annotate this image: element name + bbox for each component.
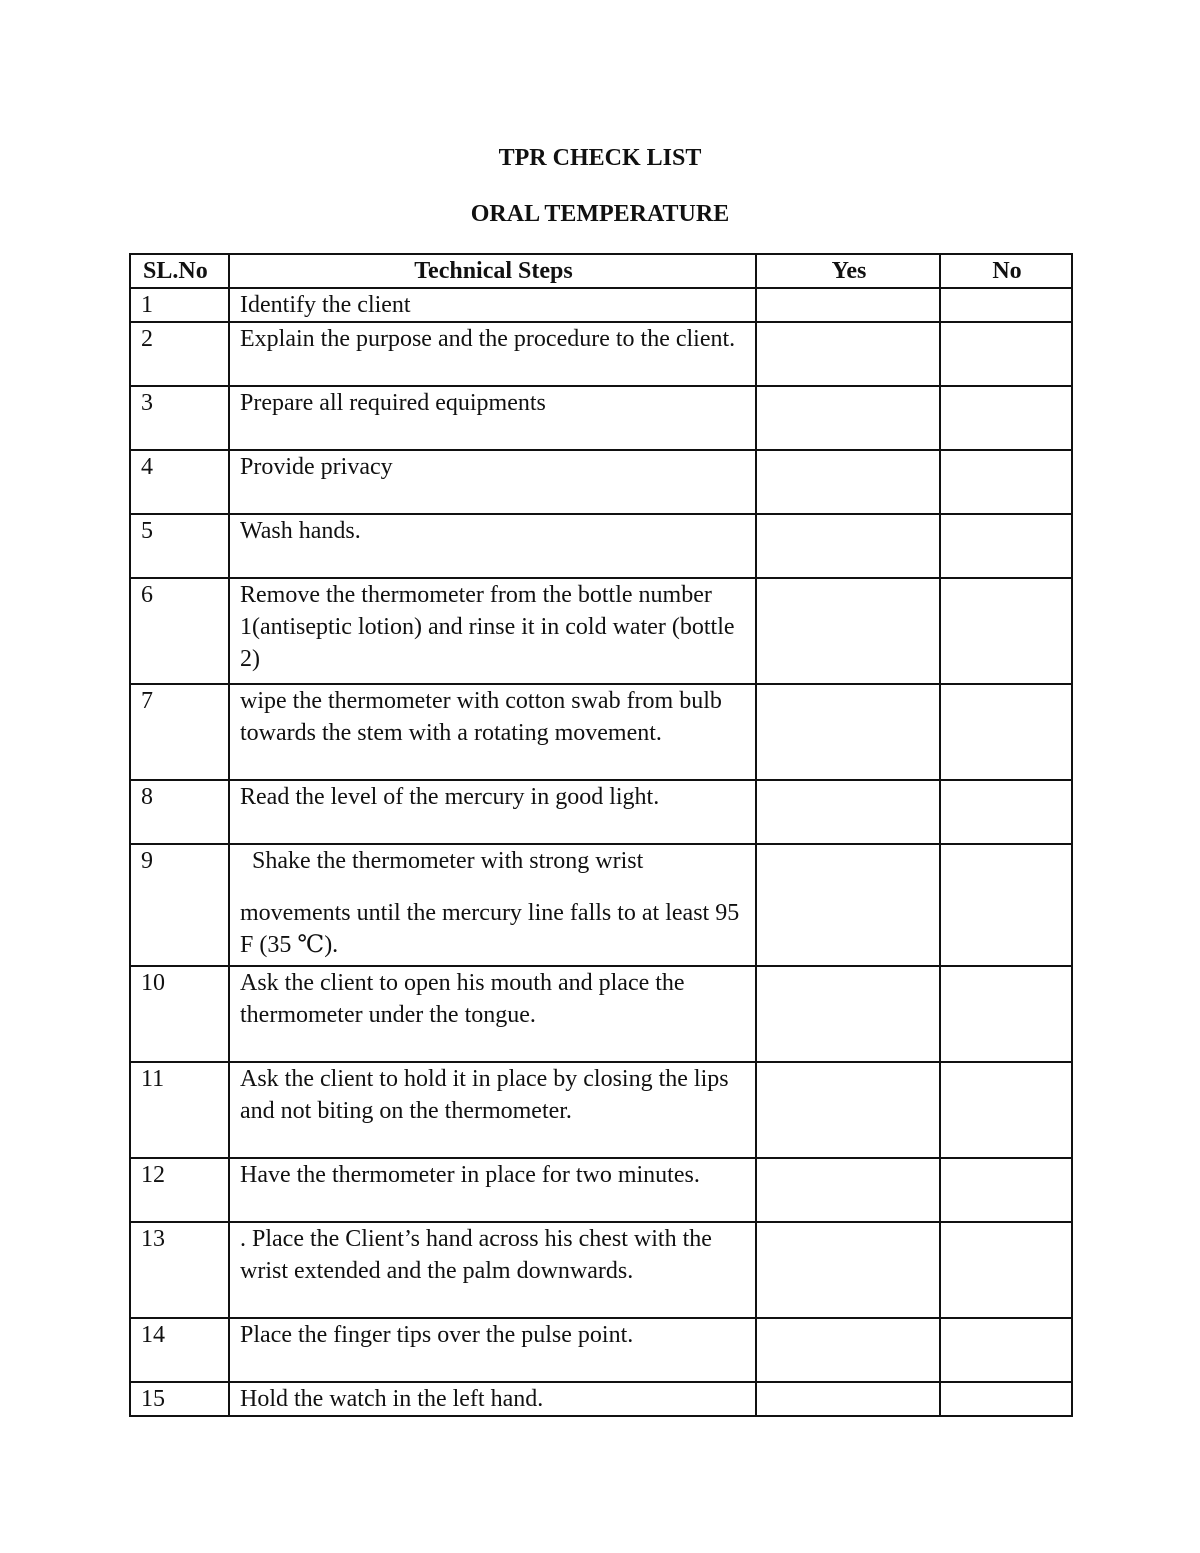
table-row (130, 1158, 1072, 1222)
no-cell[interactable] (940, 322, 1072, 386)
no-cell[interactable] (940, 386, 1072, 450)
table-row (130, 386, 1072, 450)
checklist-table (129, 253, 1073, 1417)
yes-cell[interactable] (756, 1318, 940, 1382)
table-row (130, 450, 1072, 514)
step-text: Prepare all required equipments (229, 386, 756, 450)
no-cell[interactable] (940, 514, 1072, 578)
no-cell[interactable] (940, 966, 1072, 1062)
no-cell[interactable] (940, 1158, 1072, 1222)
table-row (130, 514, 1072, 578)
step-text: Place the finger tips over the pulse point. (229, 1318, 756, 1382)
row-number: 1 (130, 288, 229, 322)
step-text: wipe the thermometer with cotton swab from bulb towards the stem with a rotating movement. (229, 684, 756, 780)
yes-cell[interactable] (756, 322, 940, 386)
table-row (130, 1222, 1072, 1318)
step-text: . Place the Client’s hand across his chest with the wrist extended and the palm downwards. (229, 1222, 756, 1318)
table-row (130, 844, 1072, 966)
no-cell[interactable] (940, 780, 1072, 844)
yes-cell[interactable] (756, 1382, 940, 1416)
yes-cell[interactable] (756, 780, 940, 844)
step-text: Identify the client (229, 288, 756, 322)
yes-cell[interactable] (756, 966, 940, 1062)
step-text: Ask the client to open his mouth and place the thermometer under the tongue. (229, 966, 756, 1062)
table-row (130, 1062, 1072, 1158)
no-cell[interactable] (940, 844, 1072, 966)
table-row (130, 966, 1072, 1062)
step-text-line: Shake the thermometer with strong wrist (252, 848, 644, 874)
table-row (130, 780, 1072, 844)
row-number: 4 (130, 450, 229, 514)
step-text: Provide privacy (229, 450, 756, 514)
yes-cell[interactable] (756, 386, 940, 450)
no-cell[interactable] (940, 1382, 1072, 1416)
row-number: 5 (130, 514, 229, 578)
yes-cell[interactable] (756, 1158, 940, 1222)
yes-cell[interactable] (756, 288, 940, 322)
column-header-technical-steps: Technical Steps (229, 254, 756, 288)
row-number: 12 (130, 1158, 229, 1222)
step-text-line: movements until the mercury line falls to at least 95 F (35 ℃). (240, 900, 740, 958)
step-text: Ask the client to hold it in place by closing the lips and not biting on the thermometer. (229, 1062, 756, 1158)
table-row (130, 578, 1072, 684)
row-number: 15 (130, 1382, 229, 1416)
step-text: Read the level of the mercury in good light. (229, 780, 756, 844)
step-text: Explain the purpose and the procedure to the client. (229, 322, 756, 386)
no-cell[interactable] (940, 1062, 1072, 1158)
column-header-no: No (940, 254, 1072, 288)
column-header-sl-no: SL.No (130, 254, 229, 288)
row-number: 13 (130, 1222, 229, 1318)
no-cell[interactable] (940, 578, 1072, 684)
header-row (130, 254, 1072, 288)
no-cell[interactable] (940, 450, 1072, 514)
no-cell[interactable] (940, 1222, 1072, 1318)
no-cell[interactable] (940, 1318, 1072, 1382)
row-number: 6 (130, 578, 229, 684)
step-text: Have the thermometer in place for two minutes. (229, 1158, 756, 1222)
row-number: 2 (130, 322, 229, 386)
row-number: 10 (130, 966, 229, 1062)
yes-cell[interactable] (756, 514, 940, 578)
table-row (130, 1318, 1072, 1382)
step-text: Remove the thermometer from the bottle number 1(antiseptic lotion) and rinse it in cold water (bottle 2) (229, 578, 756, 684)
step-text: Hold the watch in the left hand. (229, 1382, 756, 1416)
table-row (130, 288, 1072, 322)
yes-cell[interactable] (756, 844, 940, 966)
row-number: 8 (130, 780, 229, 844)
row-number: 9 (130, 844, 229, 966)
table-row (130, 1382, 1072, 1416)
yes-cell[interactable] (756, 450, 940, 514)
row-number: 3 (130, 386, 229, 450)
step-text (229, 844, 756, 966)
row-number: 11 (130, 1062, 229, 1158)
yes-cell[interactable] (756, 684, 940, 780)
yes-cell[interactable] (756, 578, 940, 684)
yes-cell[interactable] (756, 1222, 940, 1318)
column-header-yes: Yes (756, 254, 940, 288)
page-subtitle: ORAL TEMPERATURE (470, 201, 730, 227)
no-cell[interactable] (940, 288, 1072, 322)
row-number: 7 (130, 684, 229, 780)
table-row (130, 684, 1072, 780)
row-number: 14 (130, 1318, 229, 1382)
yes-cell[interactable] (756, 1062, 940, 1158)
no-cell[interactable] (940, 684, 1072, 780)
page-title: TPR CHECK LIST (498, 145, 702, 171)
table-row (130, 322, 1072, 386)
step-text: Wash hands. (229, 514, 756, 578)
